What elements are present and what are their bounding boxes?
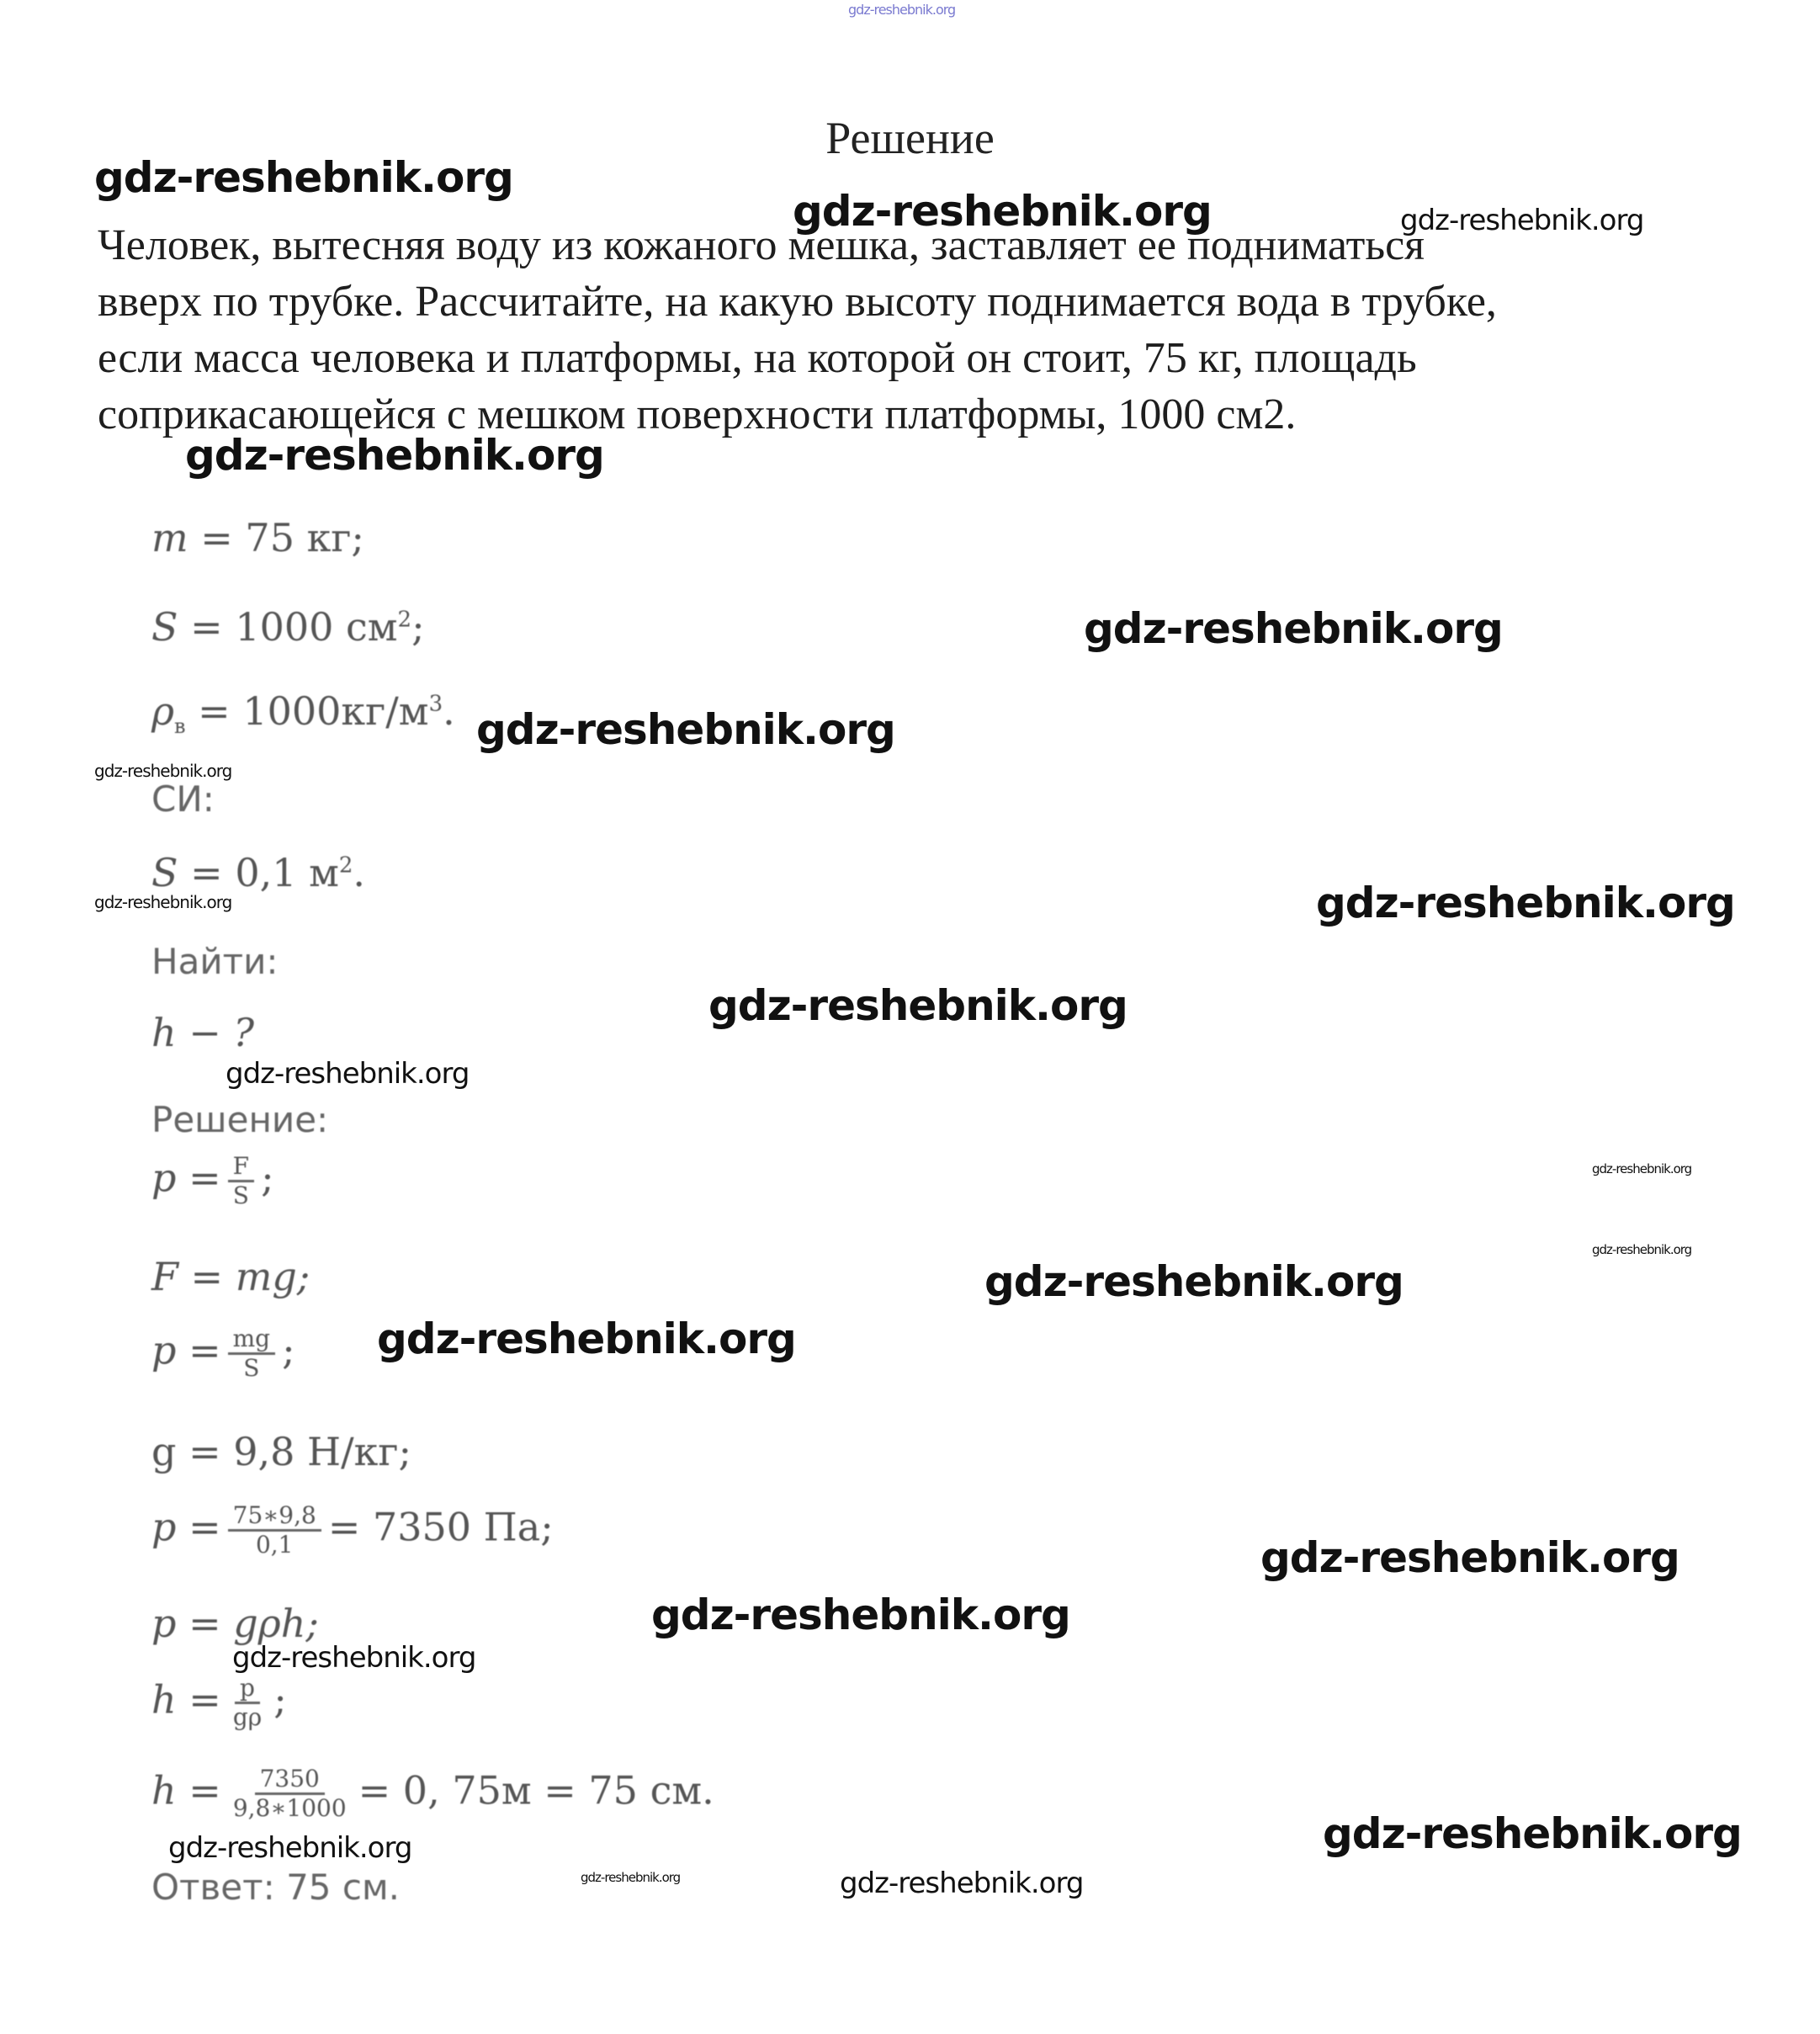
calc-height: h = $\frac{7350}{9,8∗1000}$ = 0, 75м = 75 см. <box>151 1765 714 1823</box>
watermark-text: gdz-reshebnik.org <box>984 1257 1403 1306</box>
watermark-text: gdz-reshebnik.org <box>1260 1533 1679 1582</box>
watermark-text: gdz-reshebnik.org <box>1323 1809 1742 1858</box>
given-density-value: 1000кг/м <box>242 688 429 734</box>
watermark-text: gdz-reshebnik.org <box>1592 1161 1692 1176</box>
result: = 7350 Па; <box>327 1504 554 1550</box>
value-g: g = 9,8 Н/кг; <box>151 1429 411 1474</box>
numerator: F <box>228 1153 254 1182</box>
watermark-text: gdz-reshebnik.org <box>185 431 604 480</box>
fraction <box>228 1325 275 1382</box>
watermark-text: gdz-reshebnik.org <box>94 761 232 781</box>
fraction <box>228 1153 254 1209</box>
fraction <box>228 1502 321 1559</box>
formula-pressure-mg: p = $\frac{mg}{S}$ ; <box>151 1325 295 1383</box>
given-area: S = 1000 $см^2$; <box>151 604 425 650</box>
watermark-text: gdz-reshebnik.org <box>168 1831 412 1865</box>
watermark-text: gdz-reshebnik.org <box>232 1641 476 1675</box>
watermark-text: gdz-reshebnik.org <box>1084 604 1503 653</box>
formula-force: F = mg; <box>151 1254 310 1299</box>
calc-pressure: p = $\frac{75∗9,8}{0,1}$ = 7350 Па; <box>151 1501 554 1559</box>
fraction <box>228 1766 352 1822</box>
watermark-text: gdz-reshebnik.org <box>94 153 513 202</box>
exponent: 2 <box>397 607 412 633</box>
denominator: 0,1 <box>255 1531 294 1559</box>
problem-line: Человек, вытесняя воду из кожаного мешка, заставляет ее подниматься <box>98 221 1425 269</box>
watermark-text: gdz-reshebnik.org <box>1400 204 1644 237</box>
numerator: 7350 <box>255 1766 325 1795</box>
denominator: gρ <box>232 1703 263 1732</box>
given-mass-value: 75 кг; <box>245 515 364 560</box>
watermark-text: gdz-reshebnik.org <box>476 705 895 754</box>
given-density: $\rho_в = 1000кг/м^3$. <box>151 688 455 739</box>
watermark-text: gdz-reshebnik.org <box>848 2 956 18</box>
denominator: S <box>232 1182 249 1210</box>
watermark-text: gdz-reshebnik.org <box>708 981 1128 1030</box>
given-area-value: 1000 см <box>235 604 398 650</box>
numerator: 75∗9,8 <box>228 1502 321 1532</box>
fraction <box>228 1675 267 1731</box>
formula-hydrostatic: p = gρh; <box>151 1601 319 1646</box>
watermark-text: gdz-reshebnik.org <box>226 1057 470 1091</box>
watermark-text: gdz-reshebnik.org <box>840 1867 1084 1900</box>
denominator: 9,8∗1000 <box>232 1794 347 1823</box>
exponent: 2 <box>338 852 353 879</box>
si-area: S = 0,1 $м^2$. <box>151 850 366 895</box>
find-label: Найти: <box>151 941 279 982</box>
watermark-text: gdz-reshebnik.org <box>94 892 232 912</box>
given-mass: m = 75 кг; <box>151 515 364 560</box>
si-area-value: 0,1 м <box>235 850 339 895</box>
numerator: mg <box>228 1325 275 1355</box>
numerator: p <box>235 1675 260 1704</box>
problem-line: если масса человека и платформы, на которой он стоит, 75 кг, площадь <box>98 334 1417 382</box>
watermark-text: gdz-reshebnik.org <box>651 1591 1070 1639</box>
find-value: h − ? <box>151 1010 255 1055</box>
result: = 0, 75м = 75 см. <box>358 1767 714 1814</box>
solution-label: Решение: <box>151 1099 329 1140</box>
watermark-text: gdz-reshebnik.org <box>793 187 1212 236</box>
watermark-text: gdz-reshebnik.org <box>581 1870 681 1885</box>
problem-line: соприкасающейся с мешком поверхности платформы, 1000 см2. <box>98 390 1297 438</box>
answer: Ответ: 75 см. <box>151 1867 401 1908</box>
formula-height: h = $\frac{p}{g\rho}$ ; <box>151 1674 287 1732</box>
denominator: S <box>243 1354 260 1383</box>
watermark-text: gdz-reshebnik.org <box>1316 879 1735 927</box>
formula-pressure: p = $\frac{F}{S}$ ; <box>151 1152 274 1210</box>
watermark-text: gdz-reshebnik.org <box>1592 1242 1692 1257</box>
page-title: Решение <box>825 113 995 163</box>
watermark-text: gdz-reshebnik.org <box>377 1314 796 1363</box>
si-label: СИ: <box>151 778 215 820</box>
exponent: 3 <box>428 691 443 717</box>
problem-line: вверх по трубке. Рассчитайте, на какую высоту поднимается вода в трубке, <box>98 278 1497 326</box>
